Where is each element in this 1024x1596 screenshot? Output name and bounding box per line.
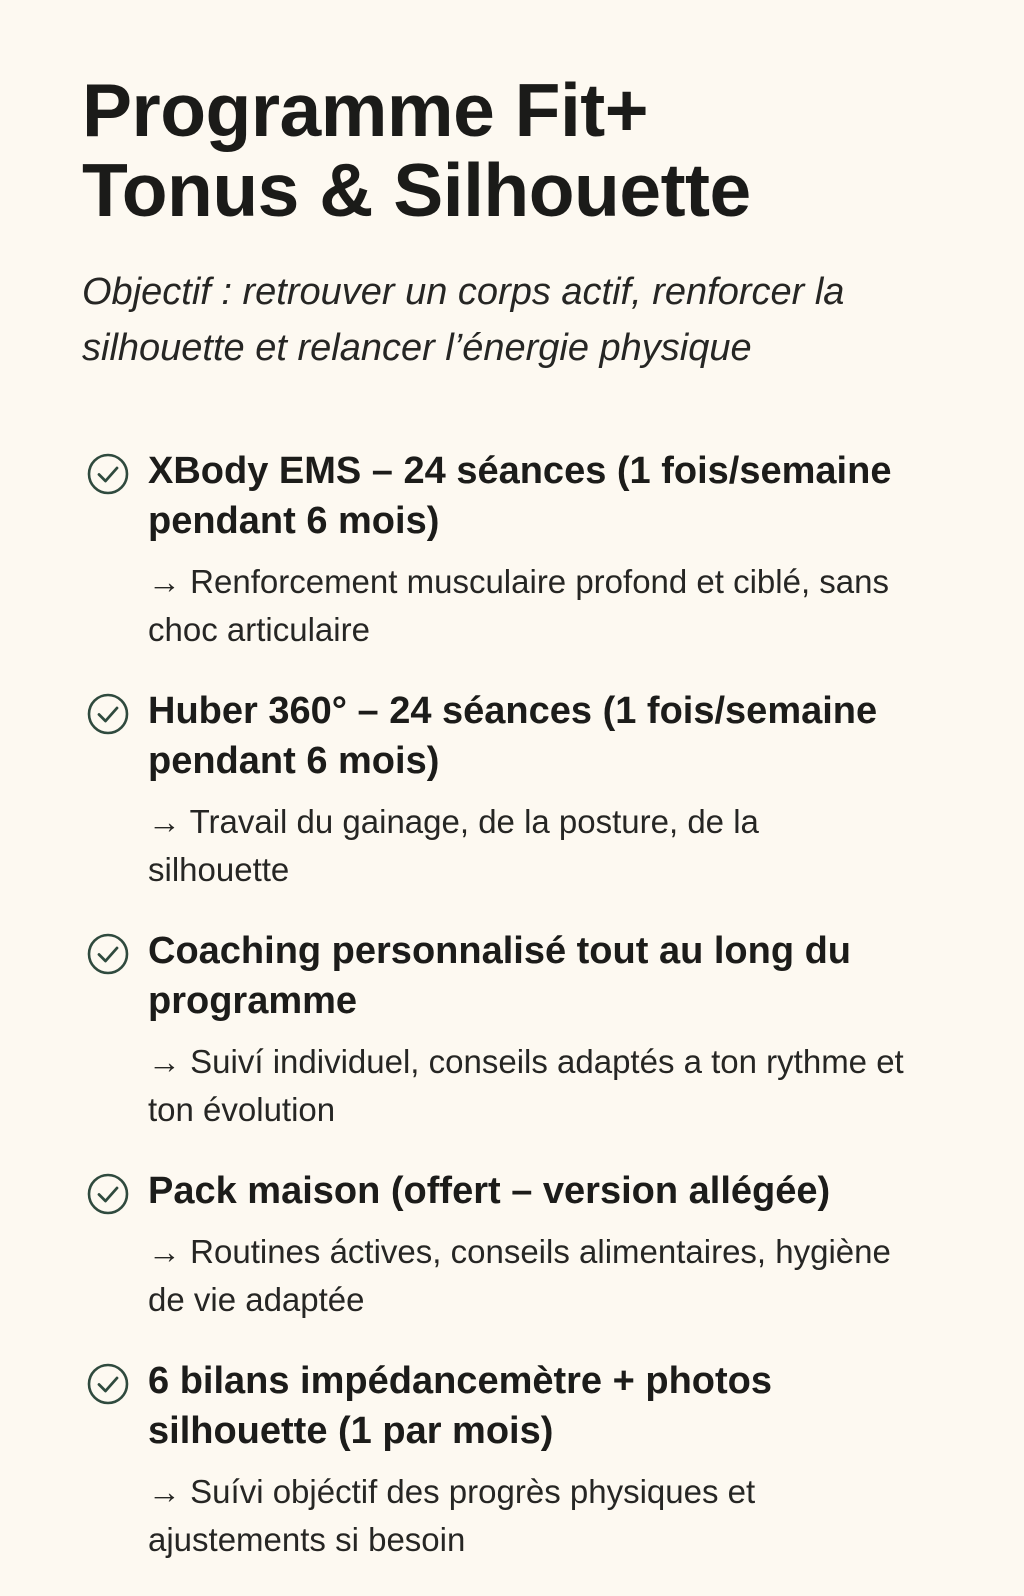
list-item	[82, 686, 962, 894]
check-circle-icon	[86, 1172, 130, 1216]
list-item	[82, 1166, 962, 1324]
item-description: → Travail du gainage, de la posture, de la silhouette	[148, 803, 759, 888]
check-circle-icon	[86, 452, 130, 496]
item-description: → Suiví individuel, conseils adaptés a ton rythme et ton évolution	[148, 1043, 904, 1128]
program-page	[82, 70, 962, 1596]
check-circle-icon	[86, 1362, 130, 1406]
item-title: Pack maison (offert – version allégée)	[148, 1170, 831, 1212]
item-title: XBody EMS – 24 séances (1 fois/semaine pendant 6 mois)	[148, 450, 892, 542]
check-circle-icon	[86, 692, 130, 736]
item-description: → Suívi objéctif des progrès physiques et ajustements si besoin	[148, 1473, 756, 1558]
page-title	[82, 70, 962, 230]
feature-list	[82, 446, 962, 1564]
list-item	[82, 446, 962, 654]
item-title: Huber 360° – 24 séances (1 fois/semaine pendant 6 mois)	[148, 690, 878, 782]
item-title: Coaching personnalisé tout au long du programme	[148, 930, 852, 1022]
item-title: 6 bilans impédancemètre + photos silhouette (1 par mois)	[148, 1360, 773, 1452]
objective-subtitle: Objectif : retrouver un corps actif, renforcer la silhouette et relancer l’énergie physique	[82, 271, 845, 369]
list-item	[82, 1356, 962, 1564]
item-description: → Renforcement musculaire profond et ciblé, sans choc articulaire	[148, 563, 890, 648]
title-line-1: Programme Fit+	[82, 68, 649, 152]
list-item	[82, 926, 962, 1134]
title-line-2: Tonus & Silhouette	[82, 148, 751, 232]
check-circle-icon	[86, 932, 130, 976]
item-description: → Routines áctives, conseils alimentaires, hygiène de vie adaptée	[148, 1233, 891, 1318]
